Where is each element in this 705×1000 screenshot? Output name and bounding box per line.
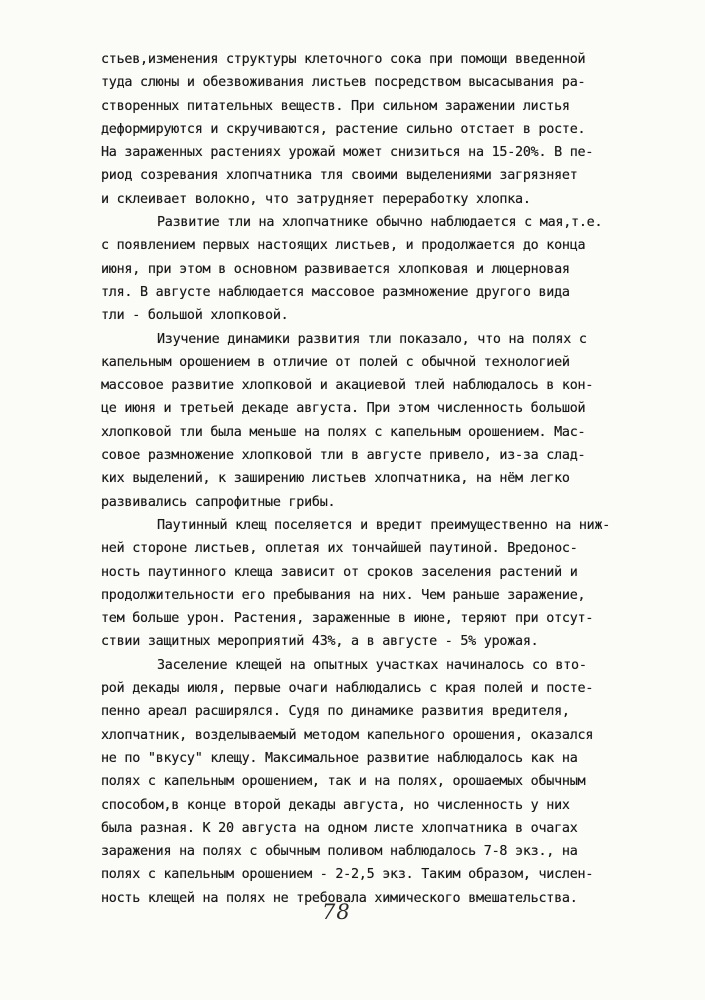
text-line: пенно ареал расширялся. Судя по динамике развития вредителя,: [101, 704, 570, 720]
text-line: совое размножение хлопковой тли в августе привело, из-за слад-: [101, 448, 586, 464]
text-line: туда слюны и обезвоживания листьев посредством высасывания ра-: [101, 75, 586, 91]
text-line: риод созревания хлопчатника тля своими выделениями загрязняет: [101, 168, 578, 184]
text-line: ких выделений, к заширению листьев хлопчатника, на нём легко: [101, 471, 570, 487]
body-text: [101, 48, 701, 910]
text-line: была разная. К 20 августа на одном листе хлопчатника в очагах: [101, 820, 578, 836]
text-line: тли - большой хлопковой.: [101, 308, 289, 324]
text-line: июня, при этом в основном развивается хлопковая и люцерновая: [101, 261, 570, 277]
text-line: хлопковой тли была меньше на полях с капельным орошением. Мас-: [101, 424, 586, 440]
text-line: тем больше урон. Растения, зараженные в июне, теряют при отсут-: [101, 611, 594, 627]
text-line: полях с капельным орошением - 2-2,5 экз. Таким образом, числен-: [101, 867, 594, 883]
text-line: Заселение клещей на опытных участках начиналось со вто-: [157, 657, 587, 673]
text-line: рой декады июля, первые очаги наблюдались с края полей и посте-: [101, 681, 594, 697]
text-line: способом,в конце второй декады августа, но численность у них: [101, 797, 570, 813]
text-line: не по "вкусу" клещу. Максимальное развитие наблюдалось как на: [101, 750, 578, 766]
text-line: ствии защитных мероприятий 43%, а в августе - 5% урожая.: [101, 634, 539, 650]
text-line: стьев,изменения структуры клеточного сока при помощи введенной: [101, 52, 586, 67]
text-line: массовое развитие хлопковой и акациевой тлей наблюдалось в кон-: [101, 378, 594, 394]
text-line: капельным орошением в отличие от полей с обычной технологией: [101, 354, 570, 370]
text-line: заражения на полях с обычным поливом наблюдалось 7-8 экз., на: [101, 844, 578, 860]
text-line: развивались сапрофитные грибы.: [101, 494, 336, 510]
text-line: це июня и третьей декаде августа. При этом численность большой: [101, 401, 586, 417]
text-line: тля. В августе наблюдается массовое размножение другого вида: [101, 284, 570, 300]
text-line: Развитие тли на хлопчатнике обычно наблюдается с мая,т.е.: [157, 215, 603, 231]
text-line: полях с капельным орошением, так и на полях, орошаемых обычным: [101, 774, 586, 790]
text-line: ность клещей на полях не требовала химического вмешательства.: [101, 890, 578, 906]
text-line: Изучение динамики развития тли показало, что на полях с: [157, 331, 587, 347]
text-line: Паутинный клещ поселяется и вредит преимущественно на ниж-: [157, 517, 611, 533]
text-line: ней стороне листьев, оплетая их тончайшей паутиной. Вредонос-: [101, 541, 578, 557]
text-line: продолжительности его пребывания на них. Чем раньше заражение,: [101, 587, 586, 603]
text-line: На зараженных растениях урожай может снизиться на 15-20%. В пе-: [101, 145, 594, 161]
text-line: ность паутинного клеща зависит от сроков заселения растений и: [101, 564, 578, 580]
page-number: 78: [322, 900, 351, 924]
text-line: и склеивает волокно, что затрудняет переработку хлопка.: [101, 191, 531, 207]
text-line: створенных питательных веществ. При сильном заражении листья: [101, 98, 570, 114]
text-line: деформируются и скручиваются, растение сильно отстает в росте.: [101, 121, 586, 137]
text-line: с появлением первых настоящих листьев, и продолжается до конца: [101, 238, 586, 254]
text-line: хлопчатник, возделываемый методом капельного орошения, оказался: [101, 727, 594, 743]
